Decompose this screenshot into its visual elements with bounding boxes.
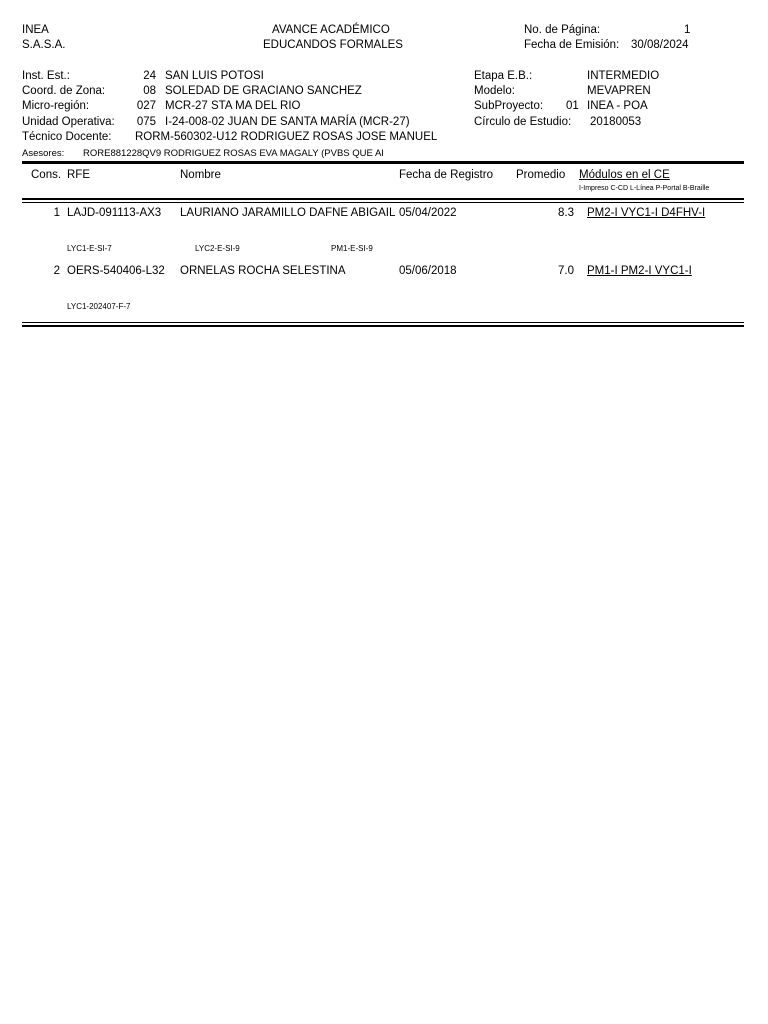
col-promedio: Promedio bbox=[516, 169, 566, 181]
row1-detail-3: PM1-E-SI-9 bbox=[331, 244, 373, 253]
micro-label: Micro-región: bbox=[22, 100, 90, 112]
row1-detail-1: LYC1-E-SI-7 bbox=[67, 244, 112, 253]
subproyecto-value: INEA - POA bbox=[587, 100, 648, 112]
col-modulos-legend: I-Impreso C-CD L-Línea P-Portal B-Braille bbox=[579, 185, 710, 192]
footer-rule-bottom bbox=[22, 325, 744, 327]
report-title: AVANCE ACADÉMICO bbox=[272, 24, 390, 36]
row1-nombre: LAURIANO JARAMILLO DAFNE ABIGAIL bbox=[180, 207, 396, 219]
columns-rule-bottom bbox=[22, 202, 744, 203]
row1-modulos: PM2-I VYC1-I D4FHV-I bbox=[587, 207, 706, 219]
footer-rule-top bbox=[22, 322, 744, 323]
circulo-label: Círculo de Estudio: bbox=[474, 116, 572, 128]
col-rfe: RFE bbox=[67, 169, 90, 181]
modelo-value: MEVAPREN bbox=[587, 85, 651, 97]
col-nombre: Nombre bbox=[180, 169, 221, 181]
etapa-label: Etapa E.B.: bbox=[474, 70, 533, 82]
row1-detail-2: LYC2-E-SI-9 bbox=[195, 244, 240, 253]
asesores-label: Asesores: bbox=[22, 148, 65, 159]
row2-nombre: ORNELAS ROCHA SELESTINA bbox=[180, 265, 346, 277]
inst-value: SAN LUIS POTOSI bbox=[165, 70, 264, 82]
modelo-label: Modelo: bbox=[474, 85, 515, 97]
etapa-value: INTERMEDIO bbox=[587, 70, 660, 82]
page-number-label: No. de Página: bbox=[524, 24, 601, 36]
row2-modulos: PM1-I PM2-I VYC1-I bbox=[587, 265, 692, 277]
row2-detail-1: LYC1-202407-F-7 bbox=[67, 302, 131, 311]
row2-fecha: 05/06/2018 bbox=[399, 265, 457, 277]
circulo-value: 20180053 bbox=[590, 116, 642, 128]
row1-cons: 1 bbox=[53, 207, 60, 219]
columns-rule-top bbox=[22, 198, 744, 200]
tecnico-value: RORM-560302-U12 RODRIGUEZ ROSAS JOSE MANUEL bbox=[135, 131, 438, 143]
tecnico-label: Técnico Docente: bbox=[22, 131, 112, 143]
col-cons: Cons. bbox=[31, 169, 62, 181]
row2-cons: 2 bbox=[53, 265, 60, 277]
micro-code: 027 bbox=[136, 100, 156, 112]
page-number-value: 1 bbox=[684, 24, 691, 36]
col-fecha: Fecha de Registro bbox=[399, 169, 493, 181]
asesores-value: RORE881228QV9 RODRIGUEZ ROSAS EVA MAGALY (PVBS QUE AI bbox=[83, 148, 384, 159]
row2-rfe: OERS-540406-L32 bbox=[67, 265, 165, 277]
subproyecto-code: 01 bbox=[566, 100, 579, 112]
unidad-value: I-24-008-02 JUAN DE SANTA MARÍA (MCR-27) bbox=[165, 116, 410, 128]
row1-rfe: LAJD-091113-AX3 bbox=[67, 207, 162, 219]
org-subname: S.A.S.A. bbox=[22, 39, 66, 51]
inst-label: Inst. Est.: bbox=[22, 70, 70, 82]
col-modulos: Módulos en el CE bbox=[579, 169, 670, 181]
row1-fecha: 05/04/2022 bbox=[399, 207, 457, 219]
report-subtitle: EDUCANDOS FORMALES bbox=[263, 39, 403, 51]
org-name: INEA bbox=[22, 24, 49, 36]
coord-value: SOLEDAD DE GRACIANO SANCHEZ bbox=[165, 85, 362, 97]
header-rule bbox=[22, 161, 744, 164]
row2-promedio: 7.0 bbox=[558, 265, 574, 277]
coord-label: Coord. de Zona: bbox=[22, 85, 106, 97]
subproyecto-label: SubProyecto: bbox=[474, 100, 544, 112]
unidad-code: 075 bbox=[136, 116, 156, 128]
emission-date-value: 30/08/2024 bbox=[631, 39, 689, 51]
unidad-label: Unidad Operativa: bbox=[22, 116, 115, 128]
coord-code: 08 bbox=[143, 85, 156, 97]
row1-promedio: 8.3 bbox=[558, 207, 574, 219]
micro-value: MCR-27 STA MA DEL RIO bbox=[165, 100, 301, 112]
emission-date-label: Fecha de Emisión: bbox=[524, 39, 620, 51]
inst-code: 24 bbox=[143, 70, 156, 82]
